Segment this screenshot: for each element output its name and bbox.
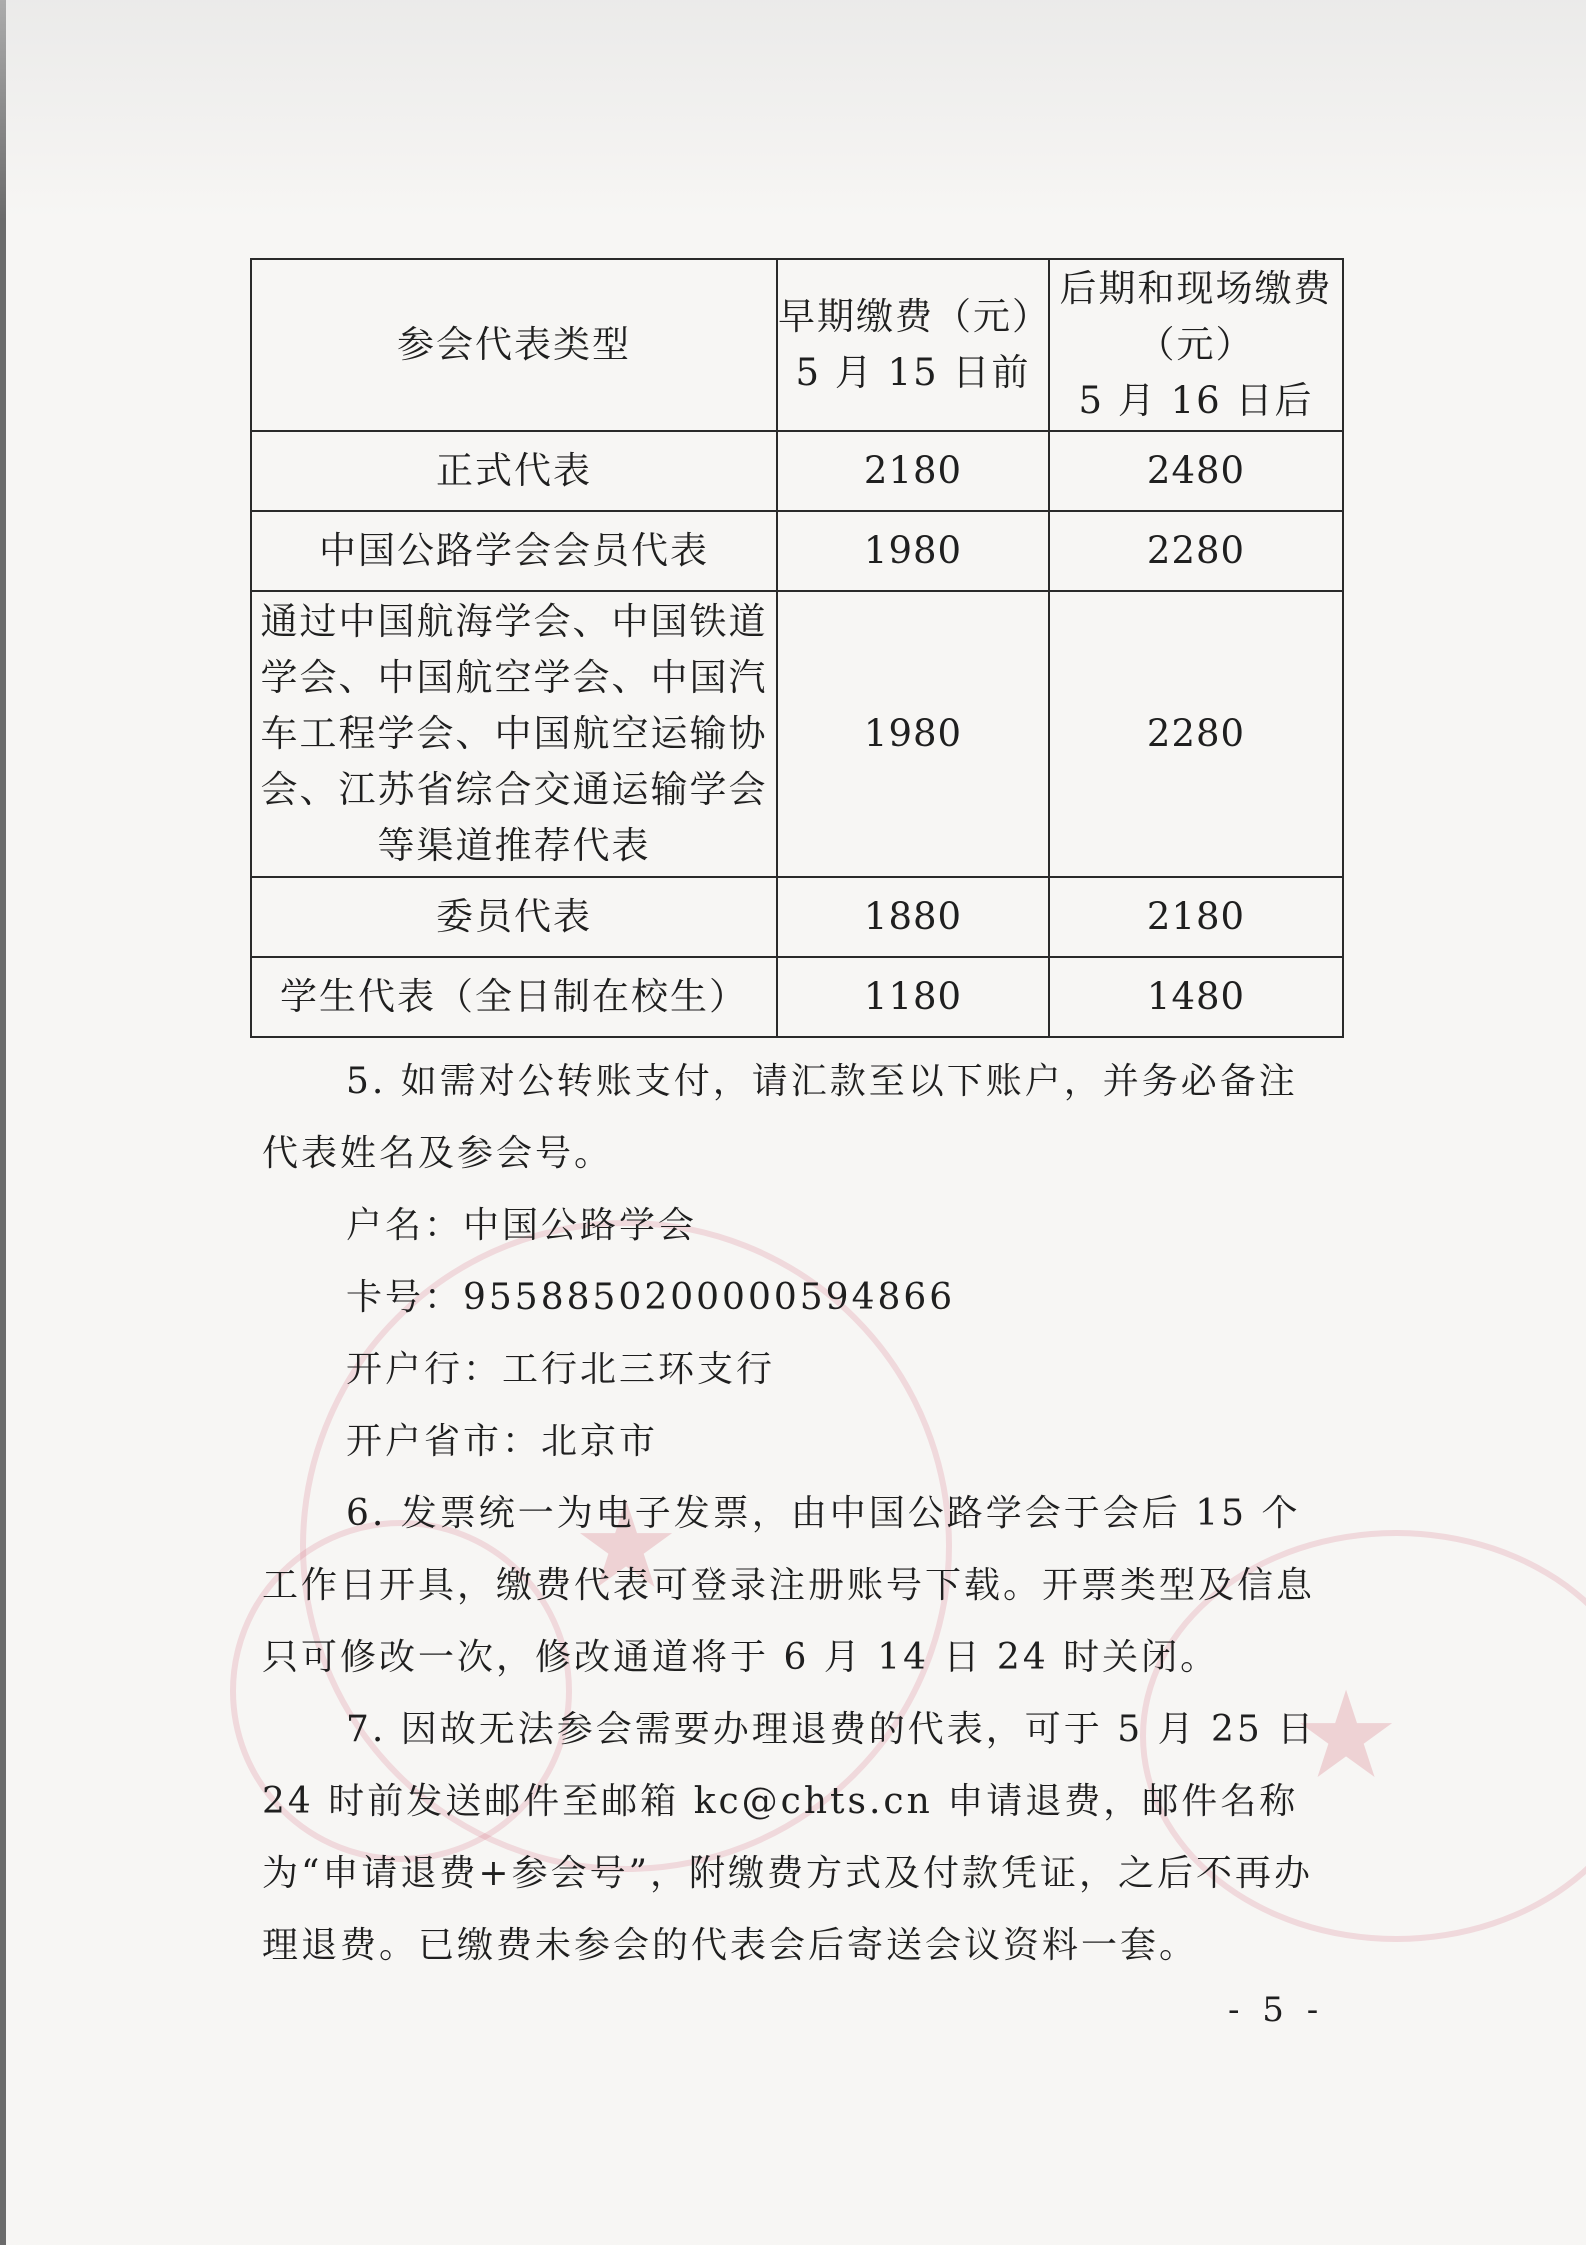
row-type <box>251 591 777 877</box>
section-6-text: 6. 发票统一为电子发票，由中国公路学会于会后 15 个工作日开具，缴费代表可登录注册账号下载。开票类型及信息只可修改一次，修改通道将于 6 月 14 日 24 时关闭。 <box>262 1493 1316 1678</box>
header-late-line: 后期和现场缴费 <box>1059 267 1333 310</box>
row-early-fee: 1980 <box>777 511 1049 591</box>
header-early-line: 早期缴费（元） <box>778 295 1051 338</box>
row-type-line: 等渠道推荐代表 <box>377 824 651 867</box>
table-row <box>251 431 1343 511</box>
row-type-line: 车工程学会、中国航空运输协 <box>260 712 768 755</box>
row-type: 正式代表 <box>251 431 777 511</box>
row-early-fee: 1180 <box>777 957 1049 1037</box>
page-number: - 5 - <box>1228 1990 1325 2030</box>
bank-name: 开户行：工行北三环支行 <box>346 1349 776 1390</box>
section-5-text: 5. 如需对公转账支付，请汇款至以下账户，并务必备注代表姓名及参会号。 <box>262 1061 1298 1174</box>
row-type-line: 学会、中国航空学会、中国汽 <box>260 656 768 699</box>
star-icon: ★ <box>1292 1666 1400 1806</box>
account-name: 户名：中国公路学会 <box>346 1205 698 1246</box>
row-early-fee: 2180 <box>777 431 1049 511</box>
star-icon: ★ <box>572 1476 680 1616</box>
row-late-fee: 2180 <box>1049 877 1343 957</box>
row-type: 学生代表（全日制在校生） <box>251 957 777 1037</box>
row-type: 委员代表 <box>251 877 777 957</box>
header-early-line: 5 月 15 日前 <box>795 351 1031 394</box>
table-row <box>251 957 1343 1037</box>
row-type-line: 通过中国航海学会、中国铁道 <box>260 600 768 643</box>
row-late-fee: 2280 <box>1049 591 1343 877</box>
row-late-fee: 2480 <box>1049 431 1343 511</box>
row-early-fee: 1980 <box>777 591 1049 877</box>
table-header-row <box>251 259 1343 431</box>
card-number: 卡号：9558850200000594866 <box>346 1277 956 1318</box>
row-type-line: 会、江苏省综合交通运输学会 <box>260 768 768 811</box>
row-early-fee: 1880 <box>777 877 1049 957</box>
scan-noise <box>0 0 1586 220</box>
fee-table <box>250 258 1344 1038</box>
header-late-line: （元） <box>1137 323 1255 366</box>
table-row <box>251 511 1343 591</box>
header-late <box>1049 259 1343 431</box>
bank-province-city: 开户省市：北京市 <box>346 1421 659 1462</box>
row-type: 中国公路学会会员代表 <box>251 511 777 591</box>
table-row <box>251 591 1343 877</box>
header-early <box>777 259 1049 431</box>
section-7-text: 7. 因故无法参会需要办理退费的代表，可于 5 月 25 日 24 时前发送邮件至邮箱 kc@chts.cn 申请退费，邮件名称为“申请退费+参会号”，附缴费方式及付款凭证，之后不再办理退费。已缴费未参会的代表会后寄送会议资料一套。 <box>262 1709 1317 1966</box>
scan-edge <box>0 0 6 2245</box>
row-late-fee: 1480 <box>1049 957 1343 1037</box>
table-row <box>251 877 1343 957</box>
header-type: 参会代表类型 <box>251 259 777 431</box>
header-late-line: 5 月 16 日后 <box>1078 379 1314 422</box>
row-late-fee: 2280 <box>1049 511 1343 591</box>
